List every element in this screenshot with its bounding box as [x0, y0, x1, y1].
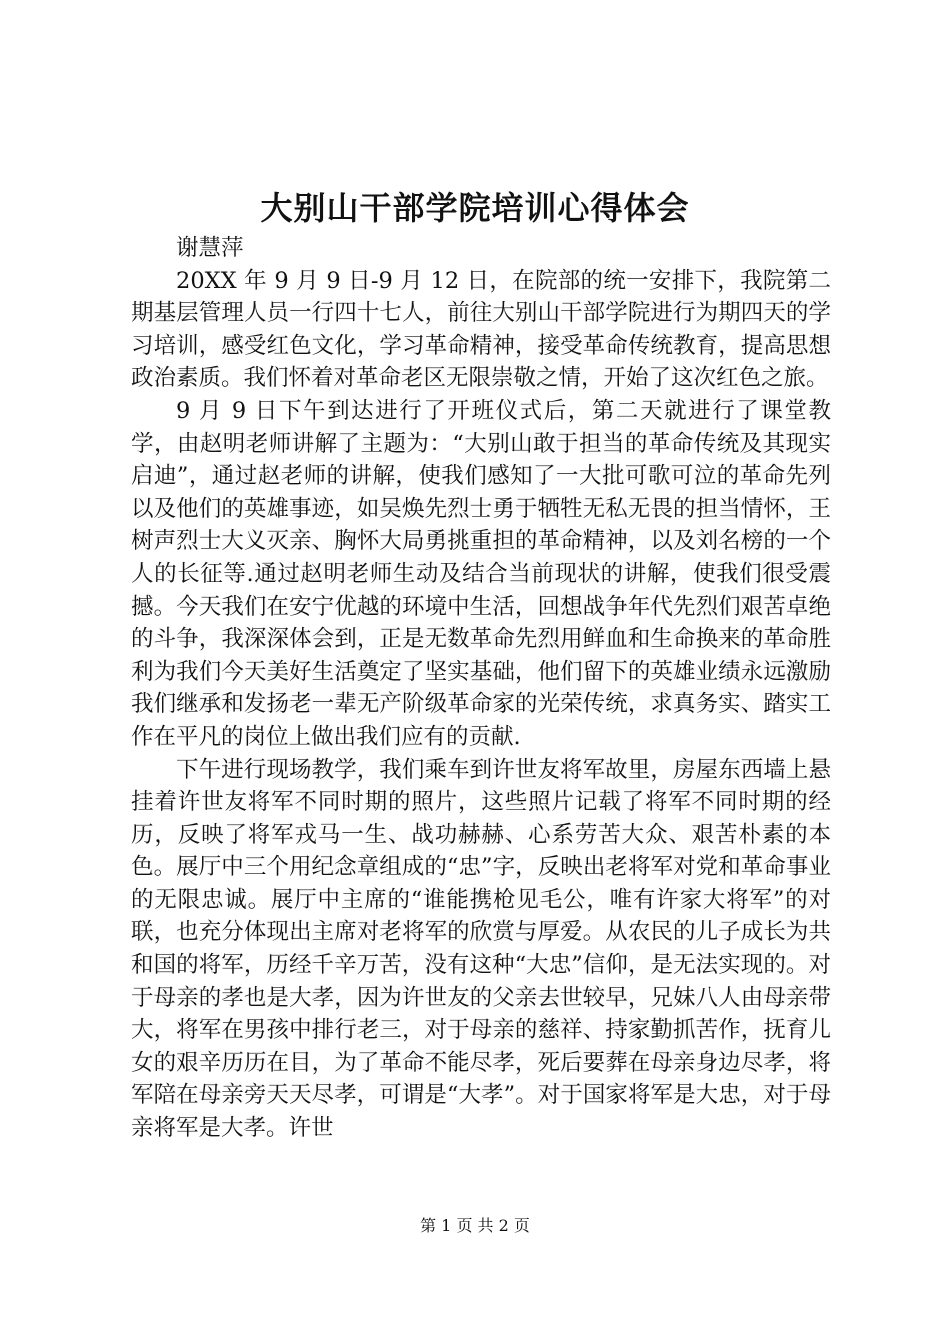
paragraph-3: 下午进行现场教学，我们乘车到许世友将军故里，房屋东西墙上悬挂着许世友将军不同时期的照片，这些照片记载了将军不同时期的经历，反映了将军戎马一生、战功赫赫、心系劳苦大众、艰苦朴素的本色。展厅中三个用纪念章组成的“忠”字，反映出老将军对党和革命事业的无限忠诚。展厅中主席的“谁能携枪见毛公，唯有许家大将军”的对联，也充分体现出主席对老将军的欣赏与厚爱。从农民的儿子成长为共和国的将军，历经千辛万苦，没有这种“大忠”信仰，是无法实现的。对于母亲的孝也是大孝，因为许世友的父亲去世较早，兄妹八人由母亲带大，将军在男孩中排行老三，对于母亲的慈祥、持家勤抓苦作，抚育儿女的艰辛历历在目，为了革命不能尽孝，死后要葬在母亲身边尽孝，将军陪在母亲旁天天尽孝，可谓是“大孝”。对于国家将军是大忠，对于母亲将军是大孝。许世: [131, 756, 831, 1142]
paragraph-2: 9 月 9 日下午到达进行了开班仪式后，第二天就进行了课堂教学，由赵明老师讲解了主题为：“大别山敢于担当的革命传统及其现实启迪”，通过赵老师的讲解，使我们感知了一大批可歌可泣的革命先列以及他们的英雄事迹，如吴焕先烈士勇于牺牲无私无畏的担当情怀，王树声烈士大义灭亲、胸怀大局勇挑重担的革命精神，以及刘名榜的一个人的长征等.通过赵明老师生动及结合当前现状的讲解，使我们很受震撼。今天我们在安宁优越的环境中生活，回想战争年代先烈们艰苦卓绝的斗争，我深深体会到，正是无数革命先烈用鲜血和生命换来的革命胜利为我们今天美好生活奠定了坚实基础，他们留下的英雄业绩永远激励我们继承和发扬老一辈无产阶级革命家的光荣传统，求真务实、踏实工作在平凡的岗位上做出我们应有的贡献.: [131, 397, 831, 750]
page-footer: 第 1 页 共 2 页: [420, 1216, 530, 1235]
paragraph-1: 20XX 年 9 月 9 日-9 月 12 日，在院部的统一安排下，我院第二期基层管理人员一行四十七人，前往大别山干部学院进行为期四天的学习培训，感受红色文化，学习革命精神，接受革命传统教育，提高思想政治素质。我们怀着对革命老区无限崇敬之情，开始了这次红色之旅。: [131, 267, 831, 392]
document-body: [131, 232, 831, 1145]
author-name: 谢慧萍: [176, 235, 244, 261]
document-title: 大别山干部学院培训心得体会: [260, 189, 690, 227]
